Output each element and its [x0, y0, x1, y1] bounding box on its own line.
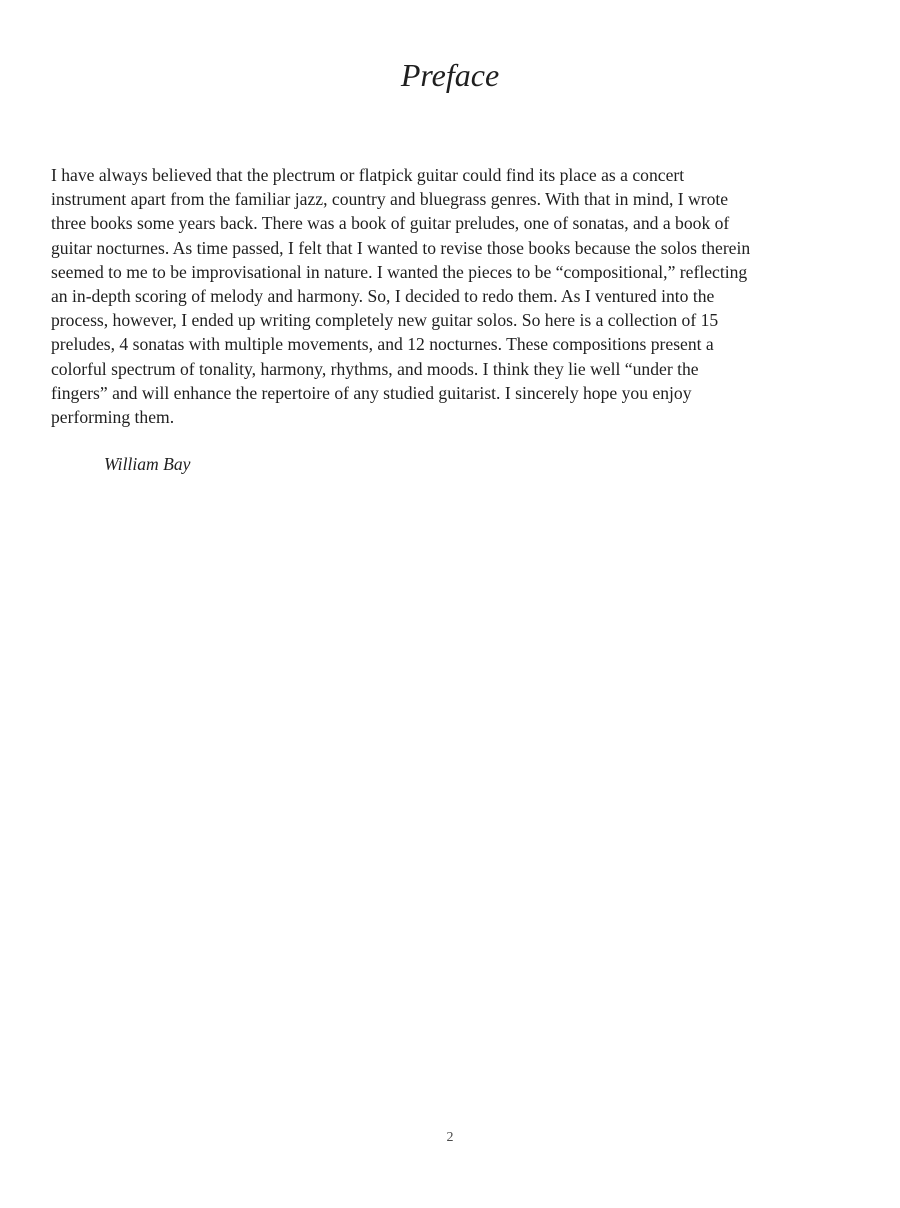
body-line: performing them. — [51, 407, 175, 428]
body-line: three books some years back. There was a book of guitar preludes, one of sonatas, and a book of — [51, 213, 730, 234]
body-line: seemed to me to be improvisational in nature. I wanted the pieces to be “compositional,” reflecting — [51, 261, 748, 282]
body-line: process, however, I ended up writing completely new guitar solos. So here is a collection of 15 — [51, 310, 719, 331]
body-line: an in-depth scoring of melody and harmony. So, I decided to redo them. As I ventured into the — [51, 286, 715, 307]
author-signature: William Bay — [104, 454, 191, 474]
preface-body — [51, 163, 861, 429]
body-line: I have always believed that the plectrum or flatpick guitar could find its place as a concert — [51, 165, 685, 185]
body-line: instrument apart from the familiar jazz, country and bluegrass genres. With that in mind, I wrote — [51, 189, 729, 210]
body-line: preludes, 4 sonatas with multiple movements, and 12 nocturnes. These compositions present a — [51, 334, 714, 355]
body-line: guitar nocturnes. As time passed, I felt that I wanted to revise those books because the solos therein — [51, 237, 751, 258]
body-line: colorful spectrum of tonality, harmony, rhythms, and moods. I think they lie well “under the — [51, 358, 699, 379]
body-line: fingers” and will enhance the repertoire of any studied guitarist. I sincerely hope you enjoy — [51, 382, 692, 403]
page-number: 2 — [446, 1130, 454, 1145]
page-title: Preface — [400, 57, 500, 93]
